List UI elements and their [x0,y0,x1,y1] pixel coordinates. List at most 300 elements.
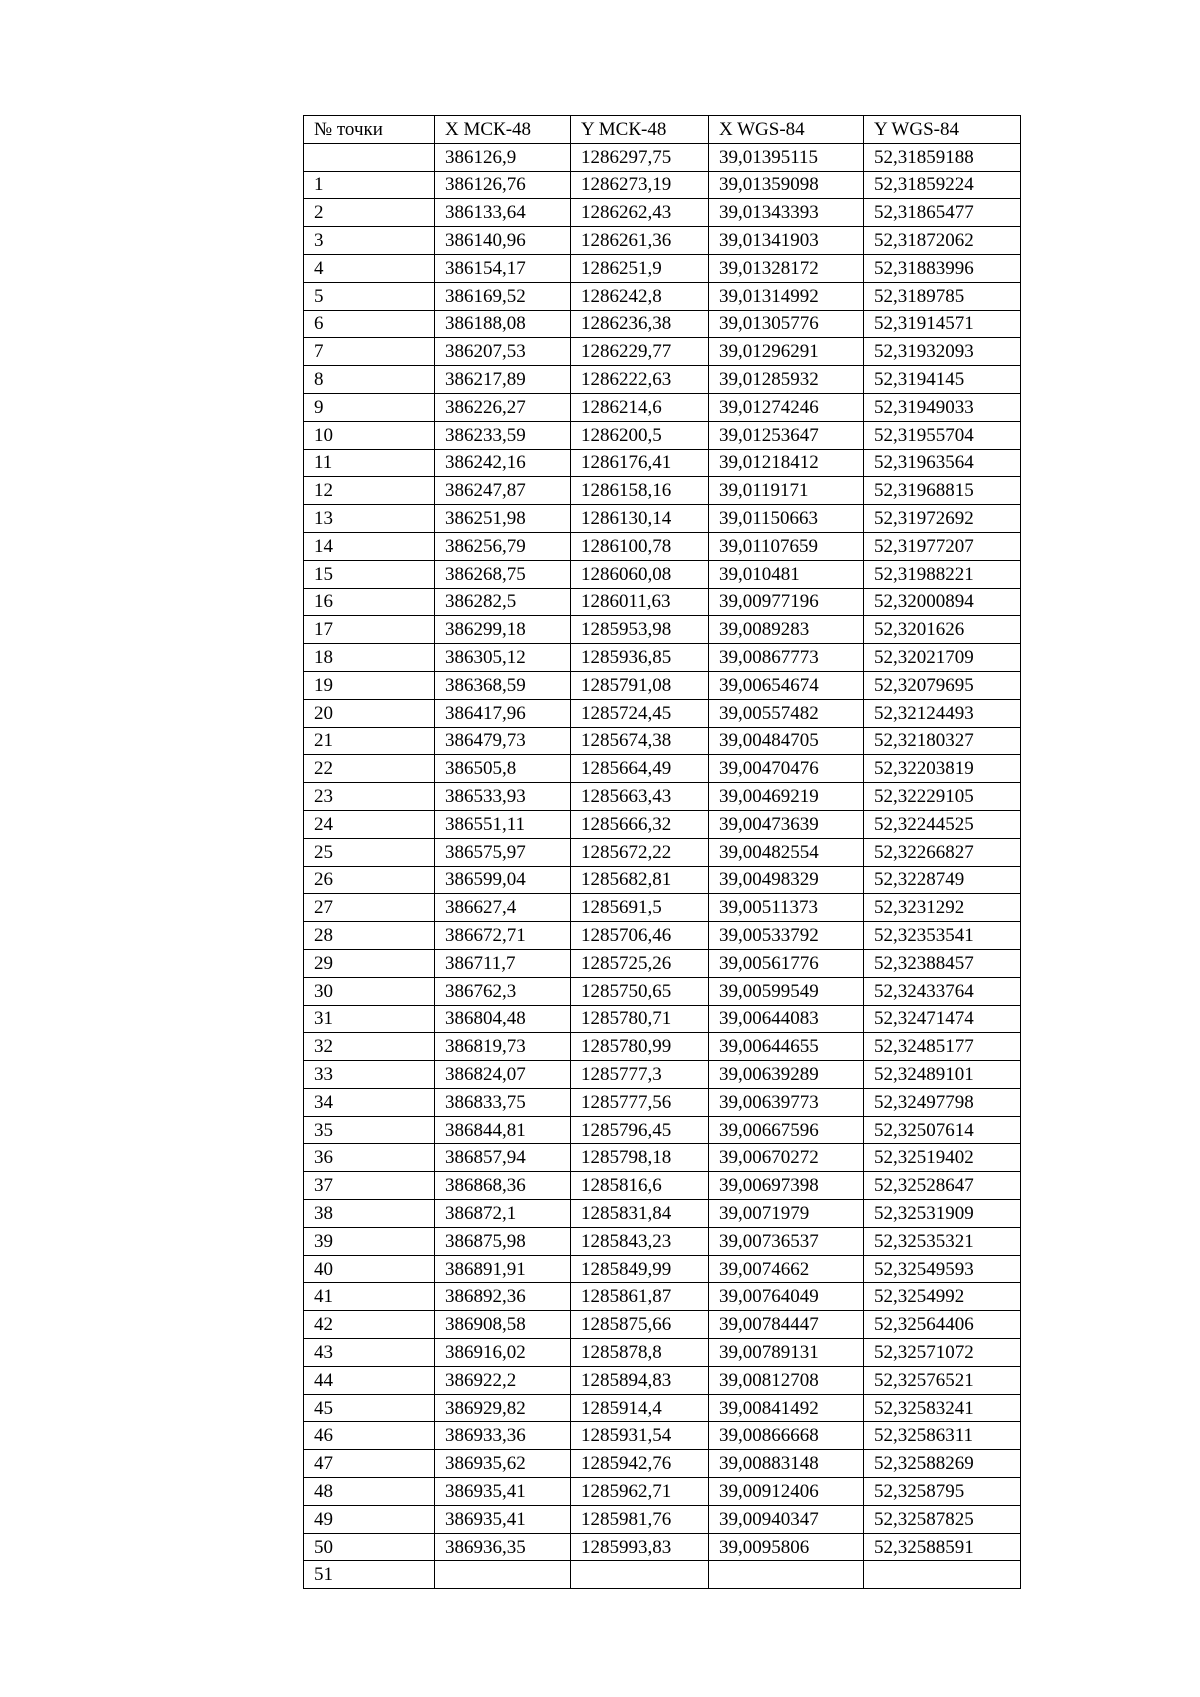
table-row [304,727,1021,755]
table-row [304,421,1021,449]
cell-point-number: 51 [304,1561,435,1589]
cell-y-msk48: 1285798,18 [571,1144,709,1172]
cell-point-number: 34 [304,1088,435,1116]
cell-x-wgs84: 39,01395115 [709,143,864,171]
cell-x-wgs84: 39,01150663 [709,505,864,533]
cell-y-msk48: 1285993,83 [571,1533,709,1561]
cell-point-number: 4 [304,254,435,282]
table-row [304,1116,1021,1144]
cell-point-number: 43 [304,1339,435,1367]
table-row [304,1366,1021,1394]
cell-x-wgs84: 39,00784447 [709,1311,864,1339]
cell-point-number: 49 [304,1505,435,1533]
cell-x-msk48: 386188,08 [435,310,571,338]
cell-y-wgs84: 52,31963564 [864,449,1021,477]
cell-point-number: 8 [304,366,435,394]
cell-x-msk48: 386833,75 [435,1088,571,1116]
cell-y-msk48: 1285682,81 [571,866,709,894]
table-row [304,477,1021,505]
cell-y-msk48: 1286100,78 [571,532,709,560]
table-row [304,1255,1021,1283]
cell-y-msk48: 1285914,4 [571,1394,709,1422]
cell-y-wgs84: 52,32586311 [864,1422,1021,1450]
coordinates-table [303,115,1021,1589]
cell-point-number: 18 [304,644,435,672]
table-row [304,616,1021,644]
cell-x-wgs84: 39,00469219 [709,783,864,811]
cell-x-wgs84: 39,00667596 [709,1116,864,1144]
cell-x-msk48: 386368,59 [435,671,571,699]
table-row [304,1088,1021,1116]
cell-y-msk48: 1285953,98 [571,616,709,644]
cell-x-wgs84: 39,01274246 [709,393,864,421]
cell-y-msk48: 1286261,36 [571,227,709,255]
cell-y-msk48: 1286242,8 [571,282,709,310]
cell-y-msk48: 1285796,45 [571,1116,709,1144]
cell-x-msk48: 386154,17 [435,254,571,282]
cell-point-number: 3 [304,227,435,255]
table-row [304,171,1021,199]
cell-point-number: 20 [304,699,435,727]
cell-x-wgs84: 39,00599549 [709,977,864,1005]
cell-x-wgs84: 39,01359098 [709,171,864,199]
cell-y-wgs84: 52,32507614 [864,1116,1021,1144]
cell-y-msk48: 1286222,63 [571,366,709,394]
cell-x-wgs84: 39,00912406 [709,1478,864,1506]
cell-x-wgs84: 39,00867773 [709,644,864,672]
cell-x-wgs84: 39,01107659 [709,532,864,560]
cell-y-wgs84: 52,31988221 [864,560,1021,588]
table-row [304,949,1021,977]
cell-y-msk48: 1285777,56 [571,1088,709,1116]
cell-point-number: 12 [304,477,435,505]
cell-x-wgs84: 39,01343393 [709,199,864,227]
cell-y-msk48: 1285691,5 [571,894,709,922]
cell-x-wgs84: 39,01328172 [709,254,864,282]
cell-x-msk48: 386762,3 [435,977,571,1005]
cell-point-number: 50 [304,1533,435,1561]
cell-y-wgs84: 52,31872062 [864,227,1021,255]
cell-x-msk48: 386417,96 [435,699,571,727]
header-point-number: № точки [304,116,435,144]
cell-x-msk48: 386872,1 [435,1200,571,1228]
cell-y-msk48: 1286176,41 [571,449,709,477]
cell-x-wgs84: 39,01305776 [709,310,864,338]
cell-y-msk48: 1285843,23 [571,1227,709,1255]
cell-y-wgs84: 52,31977207 [864,532,1021,560]
table-row [304,254,1021,282]
table-row [304,338,1021,366]
cell-y-wgs84: 52,32535321 [864,1227,1021,1255]
cell-y-wgs84: 52,32588591 [864,1533,1021,1561]
cell-x-wgs84: 39,00841492 [709,1394,864,1422]
cell-x-msk48: 386256,79 [435,532,571,560]
table-row [304,1005,1021,1033]
cell-y-wgs84: 52,32576521 [864,1366,1021,1394]
cell-y-wgs84: 52,32489101 [864,1061,1021,1089]
cell-point-number: 1 [304,171,435,199]
cell-x-wgs84: 39,00644083 [709,1005,864,1033]
cell-x-msk48: 386207,53 [435,338,571,366]
cell-point-number: 22 [304,755,435,783]
cell-y-msk48: 1286158,16 [571,477,709,505]
cell-x-wgs84: 39,00789131 [709,1339,864,1367]
cell-x-msk48 [435,1561,571,1589]
table-row [304,1283,1021,1311]
cell-y-wgs84: 52,32433764 [864,977,1021,1005]
cell-x-wgs84: 39,00498329 [709,866,864,894]
cell-point-number: 42 [304,1311,435,1339]
cell-y-msk48: 1285981,76 [571,1505,709,1533]
table-row [304,866,1021,894]
table-row [304,560,1021,588]
cell-y-msk48: 1285931,54 [571,1422,709,1450]
cell-y-msk48: 1285750,65 [571,977,709,1005]
cell-x-msk48: 386217,89 [435,366,571,394]
cell-y-wgs84: 52,3189785 [864,282,1021,310]
cell-point-number: 5 [304,282,435,310]
cell-y-wgs84: 52,31865477 [864,199,1021,227]
header-x-wgs84: X WGS-84 [709,116,864,144]
cell-y-msk48: 1286229,77 [571,338,709,366]
cell-point-number: 16 [304,588,435,616]
cell-x-msk48: 386479,73 [435,727,571,755]
cell-point-number: 17 [304,616,435,644]
cell-y-msk48: 1285777,3 [571,1061,709,1089]
cell-point-number: 15 [304,560,435,588]
cell-x-msk48: 386533,93 [435,783,571,811]
table-row [304,1144,1021,1172]
cell-x-wgs84 [709,1561,864,1589]
cell-y-wgs84: 52,3228749 [864,866,1021,894]
table-row [304,310,1021,338]
table-row [304,366,1021,394]
cell-y-msk48: 1286262,43 [571,199,709,227]
cell-x-msk48: 386226,27 [435,393,571,421]
cell-x-msk48: 386804,48 [435,1005,571,1033]
cell-y-wgs84: 52,31883996 [864,254,1021,282]
cell-x-wgs84: 39,00473639 [709,810,864,838]
table-row [304,143,1021,171]
cell-point-number: 7 [304,338,435,366]
table-row [304,755,1021,783]
cell-point-number: 2 [304,199,435,227]
cell-x-wgs84: 39,0089283 [709,616,864,644]
cell-x-msk48: 386599,04 [435,866,571,894]
table-row [304,1505,1021,1533]
cell-x-wgs84: 39,00697398 [709,1172,864,1200]
cell-y-wgs84: 52,32528647 [864,1172,1021,1200]
cell-x-msk48: 386891,91 [435,1255,571,1283]
cell-y-wgs84: 52,31859224 [864,171,1021,199]
cell-y-wgs84: 52,31859188 [864,143,1021,171]
table-row [304,1033,1021,1061]
cell-y-msk48: 1285936,85 [571,644,709,672]
cell-x-wgs84: 39,00470476 [709,755,864,783]
cell-x-msk48: 386627,4 [435,894,571,922]
cell-x-msk48: 386242,16 [435,449,571,477]
cell-x-wgs84: 39,00883148 [709,1450,864,1478]
cell-x-msk48: 386935,62 [435,1450,571,1478]
cell-x-msk48: 386935,41 [435,1478,571,1506]
cell-y-msk48: 1285962,71 [571,1478,709,1506]
cell-x-wgs84: 39,00940347 [709,1505,864,1533]
cell-y-wgs84: 52,32471474 [864,1005,1021,1033]
header-x-msk48: X МСК-48 [435,116,571,144]
table-row [304,1450,1021,1478]
cell-x-wgs84: 39,00639289 [709,1061,864,1089]
cell-x-wgs84: 39,00736537 [709,1227,864,1255]
table-row [304,1533,1021,1561]
cell-y-wgs84: 52,32587825 [864,1505,1021,1533]
cell-y-wgs84: 52,3194145 [864,366,1021,394]
cell-y-msk48: 1285666,32 [571,810,709,838]
cell-y-msk48: 1285831,84 [571,1200,709,1228]
cell-x-wgs84: 39,00977196 [709,588,864,616]
cell-x-wgs84: 39,00533792 [709,922,864,950]
cell-y-msk48: 1285780,71 [571,1005,709,1033]
table-body [304,143,1021,1588]
cell-x-wgs84: 39,00764049 [709,1283,864,1311]
table-row [304,505,1021,533]
table-row [304,1200,1021,1228]
cell-y-wgs84: 52,3231292 [864,894,1021,922]
cell-point-number [304,143,435,171]
cell-x-wgs84: 39,00654674 [709,671,864,699]
cell-y-wgs84: 52,31972692 [864,505,1021,533]
cell-y-msk48: 1286060,08 [571,560,709,588]
cell-x-msk48: 386875,98 [435,1227,571,1255]
cell-y-wgs84: 52,32388457 [864,949,1021,977]
cell-point-number: 25 [304,838,435,866]
table-row [304,199,1021,227]
cell-y-msk48: 1285780,99 [571,1033,709,1061]
cell-y-msk48: 1286236,38 [571,310,709,338]
cell-x-msk48: 386268,75 [435,560,571,588]
cell-point-number: 40 [304,1255,435,1283]
cell-x-wgs84: 39,01218412 [709,449,864,477]
cell-point-number: 44 [304,1366,435,1394]
cell-x-wgs84: 39,0071979 [709,1200,864,1228]
cell-y-msk48: 1286297,75 [571,143,709,171]
cell-y-msk48: 1286251,9 [571,254,709,282]
cell-x-msk48: 386819,73 [435,1033,571,1061]
table-row [304,894,1021,922]
table-header [304,116,1021,144]
cell-x-wgs84: 39,01253647 [709,421,864,449]
cell-point-number: 46 [304,1422,435,1450]
cell-x-msk48: 386251,98 [435,505,571,533]
cell-point-number: 27 [304,894,435,922]
cell-x-wgs84: 39,010481 [709,560,864,588]
cell-x-msk48: 386505,8 [435,755,571,783]
cell-y-wgs84: 52,32564406 [864,1311,1021,1339]
cell-y-msk48: 1285706,46 [571,922,709,950]
cell-y-msk48: 1285664,49 [571,755,709,783]
cell-y-wgs84: 52,31932093 [864,338,1021,366]
cell-y-msk48: 1285674,38 [571,727,709,755]
cell-x-wgs84: 39,00639773 [709,1088,864,1116]
cell-y-wgs84: 52,32497798 [864,1088,1021,1116]
table-row [304,1061,1021,1089]
cell-x-msk48: 386868,36 [435,1172,571,1200]
cell-y-msk48: 1285791,08 [571,671,709,699]
cell-y-wgs84 [864,1561,1021,1589]
cell-y-wgs84: 52,32203819 [864,755,1021,783]
cell-x-wgs84: 39,01285932 [709,366,864,394]
cell-y-wgs84: 52,32531909 [864,1200,1021,1228]
cell-point-number: 45 [304,1394,435,1422]
cell-x-msk48: 386282,5 [435,588,571,616]
cell-x-msk48: 386247,87 [435,477,571,505]
cell-point-number: 39 [304,1227,435,1255]
cell-y-wgs84: 52,32021709 [864,644,1021,672]
table-row [304,282,1021,310]
header-y-wgs84: Y WGS-84 [864,116,1021,144]
cell-point-number: 48 [304,1478,435,1506]
cell-y-msk48: 1285816,6 [571,1172,709,1200]
cell-x-msk48: 386892,36 [435,1283,571,1311]
cell-x-wgs84: 39,00482554 [709,838,864,866]
cell-point-number: 47 [304,1450,435,1478]
cell-y-wgs84: 52,32229105 [864,783,1021,811]
cell-x-msk48: 386133,64 [435,199,571,227]
cell-x-msk48: 386126,9 [435,143,571,171]
table-row [304,1422,1021,1450]
cell-x-msk48: 386908,58 [435,1311,571,1339]
cell-x-msk48: 386933,36 [435,1422,571,1450]
cell-x-msk48: 386140,96 [435,227,571,255]
table-row [304,1227,1021,1255]
cell-x-msk48: 386551,11 [435,810,571,838]
cell-x-wgs84: 39,00644655 [709,1033,864,1061]
cell-point-number: 32 [304,1033,435,1061]
cell-point-number: 35 [304,1116,435,1144]
cell-x-wgs84: 39,00561776 [709,949,864,977]
cell-x-wgs84: 39,00484705 [709,727,864,755]
cell-point-number: 24 [304,810,435,838]
cell-y-wgs84: 52,31914571 [864,310,1021,338]
cell-x-wgs84: 39,00557482 [709,699,864,727]
cell-point-number: 19 [304,671,435,699]
cell-y-msk48: 1285878,8 [571,1339,709,1367]
cell-y-msk48: 1285861,87 [571,1283,709,1311]
table-row [304,671,1021,699]
table-row [304,1311,1021,1339]
cell-point-number: 10 [304,421,435,449]
cell-point-number: 11 [304,449,435,477]
cell-point-number: 41 [304,1283,435,1311]
cell-x-msk48: 386126,76 [435,171,571,199]
cell-y-wgs84: 52,32000894 [864,588,1021,616]
table-row [304,699,1021,727]
cell-x-msk48: 386916,02 [435,1339,571,1367]
cell-x-wgs84: 39,00812708 [709,1366,864,1394]
table-row [304,1394,1021,1422]
table-row [304,810,1021,838]
table-row [304,227,1021,255]
cell-x-wgs84: 39,01341903 [709,227,864,255]
cell-y-msk48: 1285672,22 [571,838,709,866]
cell-y-wgs84: 52,3254992 [864,1283,1021,1311]
table-row [304,449,1021,477]
cell-x-msk48: 386936,35 [435,1533,571,1561]
table-row [304,532,1021,560]
cell-y-msk48: 1285849,99 [571,1255,709,1283]
header-y-msk48: Y МСК-48 [571,116,709,144]
cell-y-msk48: 1286130,14 [571,505,709,533]
cell-y-wgs84: 52,31968815 [864,477,1021,505]
cell-x-msk48: 386233,59 [435,421,571,449]
cell-y-wgs84: 52,32180327 [864,727,1021,755]
cell-x-msk48: 386844,81 [435,1116,571,1144]
cell-x-msk48: 386935,41 [435,1505,571,1533]
cell-y-wgs84: 52,32571072 [864,1339,1021,1367]
cell-point-number: 9 [304,393,435,421]
cell-y-wgs84: 52,31955704 [864,421,1021,449]
cell-point-number: 29 [304,949,435,977]
cell-x-msk48: 386929,82 [435,1394,571,1422]
cell-x-wgs84: 39,0074662 [709,1255,864,1283]
cell-point-number: 38 [304,1200,435,1228]
cell-y-msk48: 1285942,76 [571,1450,709,1478]
cell-point-number: 30 [304,977,435,1005]
cell-point-number: 14 [304,532,435,560]
cell-x-wgs84: 39,00511373 [709,894,864,922]
cell-y-msk48: 1285663,43 [571,783,709,811]
cell-y-wgs84: 52,32124493 [864,699,1021,727]
cell-point-number: 31 [304,1005,435,1033]
cell-x-wgs84: 39,01296291 [709,338,864,366]
cell-x-wgs84: 39,0119171 [709,477,864,505]
cell-y-wgs84: 52,3258795 [864,1478,1021,1506]
cell-point-number: 23 [304,783,435,811]
table-row [304,588,1021,616]
table-row [304,1339,1021,1367]
cell-y-msk48: 1285894,83 [571,1366,709,1394]
table-row [304,1478,1021,1506]
cell-y-wgs84: 52,32353541 [864,922,1021,950]
table-row [304,922,1021,950]
cell-x-msk48: 386299,18 [435,616,571,644]
cell-point-number: 28 [304,922,435,950]
cell-y-wgs84: 52,31949033 [864,393,1021,421]
cell-point-number: 37 [304,1172,435,1200]
cell-x-msk48: 386169,52 [435,282,571,310]
cell-y-msk48 [571,1561,709,1589]
cell-y-wgs84: 52,32549593 [864,1255,1021,1283]
cell-y-wgs84: 52,32244525 [864,810,1021,838]
cell-x-wgs84: 39,00670272 [709,1144,864,1172]
cell-x-wgs84: 39,01314992 [709,282,864,310]
cell-x-wgs84: 39,00866668 [709,1422,864,1450]
cell-x-wgs84: 39,0095806 [709,1533,864,1561]
cell-y-wgs84: 52,32519402 [864,1144,1021,1172]
cell-y-wgs84: 52,32079695 [864,671,1021,699]
cell-x-msk48: 386857,94 [435,1144,571,1172]
cell-y-msk48: 1285725,26 [571,949,709,977]
table-row [304,1172,1021,1200]
cell-y-msk48: 1285724,45 [571,699,709,727]
cell-point-number: 26 [304,866,435,894]
cell-y-wgs84: 52,3201626 [864,616,1021,644]
cell-point-number: 6 [304,310,435,338]
header-row [304,116,1021,144]
cell-x-msk48: 386824,07 [435,1061,571,1089]
cell-point-number: 13 [304,505,435,533]
cell-y-wgs84: 52,32266827 [864,838,1021,866]
cell-y-msk48: 1286200,5 [571,421,709,449]
